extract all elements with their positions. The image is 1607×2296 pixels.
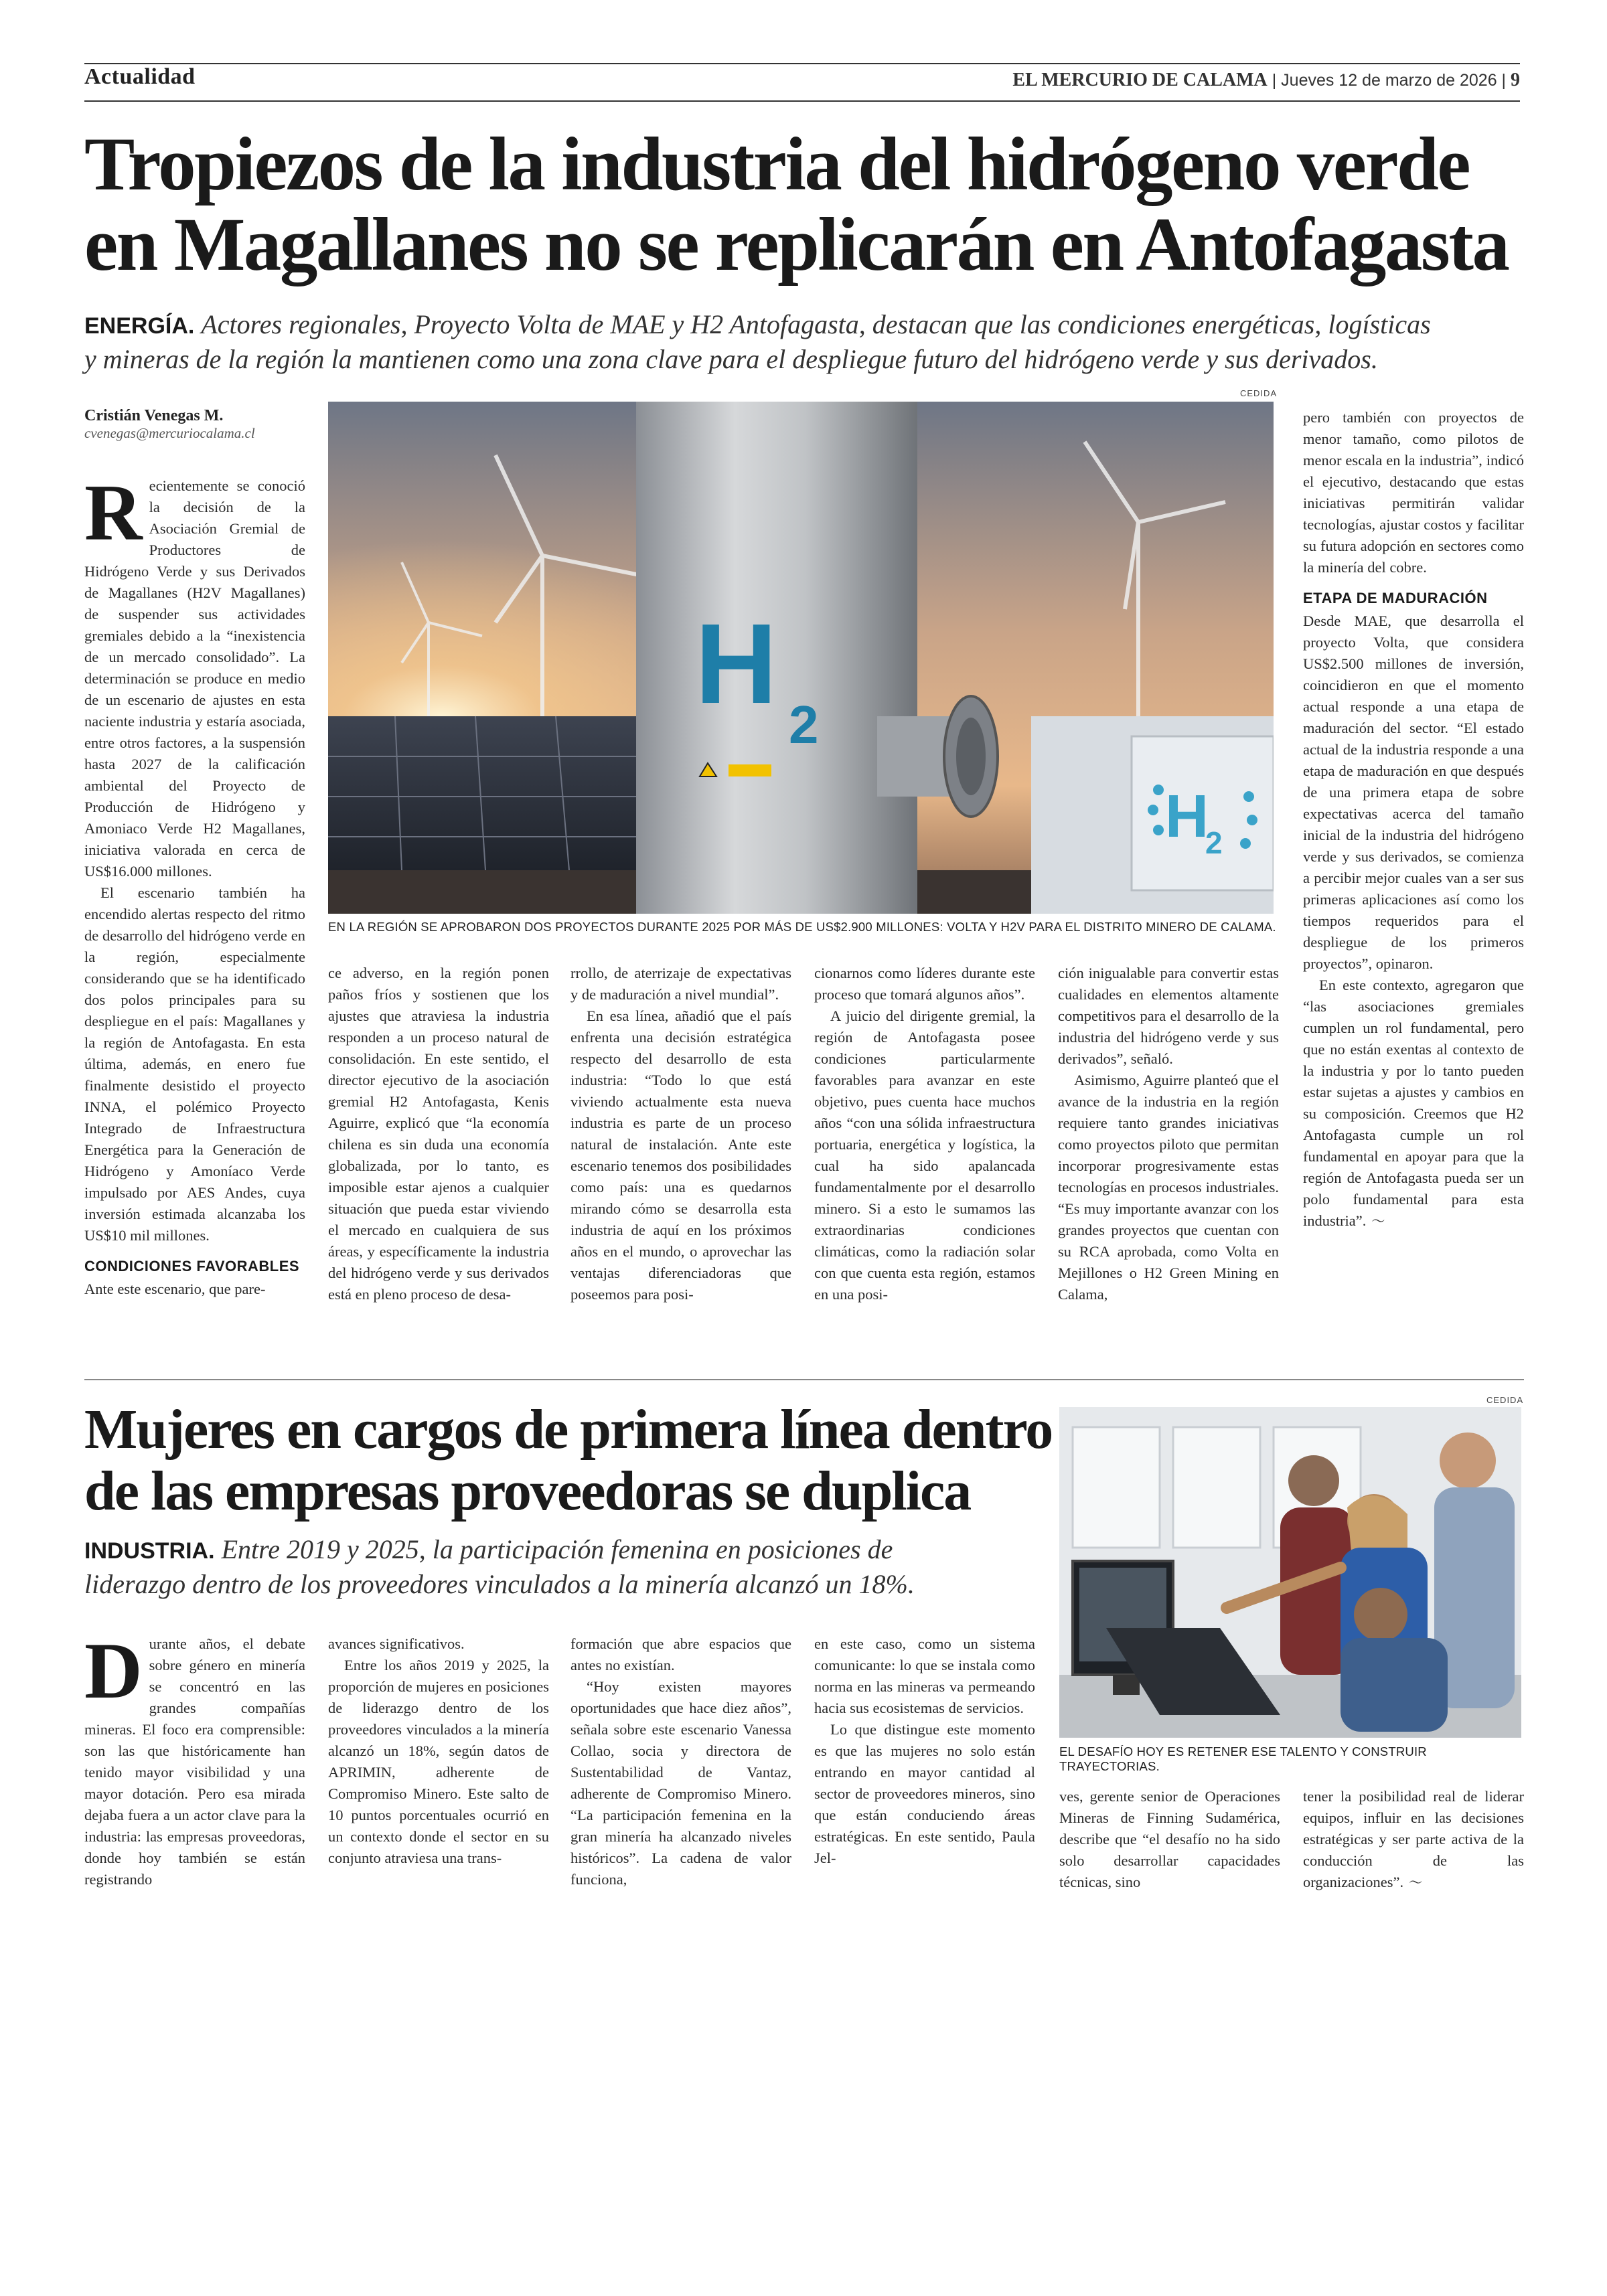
byline-block [84, 407, 312, 442]
paragraph: ce adverso, en la región ponen paños fríos y sostienen que los ajustes que atraviesa la industria responden a un proceso natural de consolidación. En este sentido, el director ejecutivo de la asociación gremial H2 Antofagasta, Kenis Aguirre, explicó que “la economía chilena es sin duda una economía globalizada, por lo tanto, es imposible estar ajenos a cualquier situación que pueda estar viviendo el mercado en cualquiera de sus áreas, y específicamente la industria del hidrógeno verde y sus derivados está en pleno proceso de desa- [328, 965, 549, 1303]
paragraph: Entre los años 2019 y 2025, la proporción de mujeres en posiciones de liderazgo dentro de los proveedores vinculados a la minería alcanzó un 18%, según datos de APRIMIN, adherente de Compromiso Minero. Este salto de 10 puntos porcentuales ocurrió en un contexto donde el sector en su conjunto atraviesa una trans- [328, 1657, 549, 1866]
article2-column-6 [1303, 1786, 1524, 1893]
topic-tag: ENERGÍA. [84, 313, 195, 339]
h2-subscript: 2 [789, 695, 819, 754]
hydrogen-photo [328, 402, 1274, 914]
paragraph: cionarnos como líderes durante este proceso que tomará algunos años”. [814, 965, 1035, 1003]
end-mark-icon: 〜 [1409, 1874, 1423, 1890]
paragraph: urante años, el debate sobre género en minería se concentró en las grandes compañías mineras. El foco era comprensible: son las que históricamente han tenido mayor visibilidad y una mayor dotación. Pero esa mirada dejaba fuera a un actor clave para la industria: las empresas proveedoras, donde hoy también se están registrando [84, 1635, 305, 1888]
paragraph: A juicio del dirigente gremial, la región de Antofagasta posee condiciones particularmente favorables para avanzar en este objetivo, pues cuenta hace muchos años “con una sólida infraestructura portuaria, energética y logística, la cual ha sido apalancada fundamentalmente por el desarrollo minero. Si a esto le sumamos las extraordinarias condiciones climáticas, como la radiación solar con que cuenta esta región, estamos en una posi- [814, 1007, 1035, 1303]
photo-caption: EN LA REGIÓN SE APROBARON DOS PROYECTOS DURANTE 2025 POR MÁS DE US$2.900 MILLONES: VOLTA Y H2V PARA EL DISTRITO MINERO DE CALAMA. [328, 920, 1276, 934]
paragraph: En este contexto, agregaron que “las asociaciones gremiales cumplen un rol fundamental, pero que no están exentas al contexto de la industria y por lo tanto pueden estar sujetas a ajustes y cambios en su composición. Creemos que H2 Antofagasta cumple un rol fundamental en apoyar para que la región de Antofagasta pueda ser un polo fundamental para esta industria”. [1303, 977, 1524, 1229]
photo-caption: EL DESAFÍO HOY ES RETENER ESE TALENTO Y CONSTRUIR TRAYECTORIAS. [1059, 1744, 1427, 1773]
article2-column-4 [814, 1633, 1035, 1869]
tank-h2-subscript: 2 [1205, 825, 1223, 860]
dropcap: D [84, 1626, 143, 1715]
article-divider [84, 1379, 1524, 1380]
section-label: Actualidad [84, 64, 196, 89]
top-rule [84, 63, 1520, 64]
end-mark-icon: 〜 [1371, 1213, 1385, 1229]
h2-label: H [695, 600, 777, 728]
article2-dek [84, 1533, 1035, 1601]
dek-line: Entre 2019 y 2025, la participación femenina en posiciones de [221, 1534, 893, 1564]
page-number: 9 [1511, 70, 1520, 90]
paragraph: Ante este escenario, que pare- [84, 1281, 266, 1297]
article2-column-5 [1059, 1786, 1280, 1893]
dek-line: Actores regionales, Proyecto Volta de MAE y H2 Antofagasta, destacan que las condiciones energéticas, logísticas [201, 309, 1431, 339]
subhead: CONDICIONES FAVORABLES [84, 1258, 300, 1275]
paragraph: Asimismo, Aguirre planteó que el avance de la industria en la región requiere tanto grandes iniciativas como proyectos piloto que permitan incorporar progresivamente estas tecnologías en procesos industriales. “Es muy importante avanzar con los grandes proyectos que cuentan con su RCA aprobada, como Volta en Mejillones o H2 Green Mining en Calama, [1058, 1072, 1279, 1303]
paper-name: EL MERCURIO DE CALAMA [1012, 70, 1268, 90]
article2-headline [84, 1399, 1052, 1522]
article2-column-2 [328, 1633, 549, 1869]
paragraph: avances significativos. [328, 1635, 465, 1652]
paragraph: Desde MAE, que desarrolla el proyecto Volta, que considera US$2.500 millones de inversión, coincidieron en que el momento actual responde a una etapa de maduración del sector. “El estado actual de la industria responde a una etapa de maduración en que después de una primera etapa de sobre expectativas acerca del tamaño inicial de la industria del hidrógeno verde y sus derivados, se comienza a percibir mejor cuales van a ser sus primeras aplicaciones así como los tiempos requeridos para el despliegue de los primeros proyectos”, opinaron. [1303, 612, 1524, 972]
headline-line: Mujeres en cargos de primera línea dentro [84, 1398, 1053, 1461]
article1-column-6 [1303, 407, 1524, 1232]
article1-column-2 [328, 963, 549, 1305]
paragraph: rrollo, de aterrizaje de expectativas y de maduración a nivel mundial”. [570, 965, 791, 1003]
paragraph: ción inigualable para convertir estas cualidades en elementos altamente competitivos para el desarrollo de la industria del hidrógeno verde y sus derivados”, señaló. [1058, 965, 1279, 1067]
article2-column-1 [84, 1626, 305, 1890]
dropcap: R [84, 468, 143, 557]
paragraph: “Hoy existen mayores oportunidades que hace diez años”, señala sobre este escenario Vanessa Collao, socia y directora de Sustentabilidad de Vantaz, adherente de Compromiso Minero. “La participación femenina en la gran minería ha alcanzado niveles históricos”. La cadena de valor funciona, [570, 1678, 791, 1888]
tank-h2-label: H [1165, 783, 1209, 850]
topic-tag: INDUSTRIA. [84, 1538, 215, 1564]
hydrogen-photo-illustration [328, 402, 1274, 914]
masthead: EL MERCURIO DE CALAMA | Jueves 12 de marzo de 2026 | 9 [1012, 70, 1520, 90]
paragraph: En esa línea, añadió que el país enfrenta una decisión estratégica respecto del desarrollo de esta industria: “Todo lo que está viviendo actualmente esta nueva industria es parte de un proceso natural de instalación. Ante este escenario tenemos dos posibilidades como país: una es quedarnos mirando cómo se desarrolla esta industria de aquí en los próximos años en el mundo, o aprovechar las ventajas diferenciadoras que poseemos para posi- [570, 1007, 791, 1303]
headline-line: de las empresas proveedoras se duplica [84, 1460, 971, 1522]
paragraph: en este caso, como un sistema comunicante: lo que se instala como norma en las mineras va permeando hacia sus ecosistemas de servicios. [814, 1635, 1035, 1716]
office-photo [1059, 1407, 1521, 1738]
dek-line: y mineras de la región la mantienen como una zona clave para el despliegue futuro del hidrógeno verde y sus derivados. [84, 344, 1378, 374]
dek-line: liderazgo dentro de los proveedores vinculados a la minería alcanzó un 18%. [84, 1569, 915, 1599]
article2-column-3 [570, 1633, 791, 1890]
paragraph: ves, gerente senior de Operaciones Mineras de Finning Sudamérica, describe que “el desafío no ha sido solo desarrollar capacidades técnicas, sino [1059, 1788, 1280, 1890]
photo-credit: CEDIDA [1240, 388, 1278, 398]
article1-column-1 [84, 468, 305, 1300]
article1-headline [84, 122, 1509, 286]
issue-date: Jueves 12 de marzo de 2026 [1281, 71, 1497, 90]
office-photo-illustration [1059, 1407, 1521, 1738]
header-rule [84, 100, 1520, 102]
photo-credit: CEDIDA [1486, 1395, 1524, 1405]
subhead: ETAPA DE MADURACIÓN [1303, 590, 1488, 606]
headline-line: Tropiezos de la industria del hidrógeno verde [84, 122, 1470, 206]
headline-line: en Magallanes no se replicarán en Antofagasta [84, 203, 1509, 286]
article1-column-5 [1058, 963, 1279, 1305]
article1-column-3 [570, 963, 791, 1305]
paragraph: ecientemente se conoció la decisión de la Asociación Gremial de Productores de Hidrógeno Verde y sus Derivados de Magallanes (H2V Magallanes) de suspender sus actividades gremiales debido a la “inexistencia de un mercado consolidado”. La determinación se produce en medio de un escenario de ajustes en esta naciente industria y estaría asociada, entre otros factores, a la suspensión hasta 2027 de la calificación ambiental del Proyecto de Producción de Hidrógeno y Amoniaco Verde H2 Magallanes, iniciativa valorada en cerca de US$16.000 millones. [84, 477, 305, 880]
paragraph: tener la posibilidad real de liderar equipos, influir en las decisiones estratégicas y ser parte activa de la conducción de las organizaciones”. [1303, 1788, 1524, 1890]
byline: Cristián Venegas M. [84, 407, 224, 424]
paragraph: formación que abre espacios que antes no existían. [570, 1635, 791, 1673]
paragraph: Lo que distingue este momento es que las mujeres no solo están entrando en mayor cantidad al sector de proveedores mineros, sino que están conduciendo áreas estratégicas. En este sentido, Paula Jel- [814, 1721, 1035, 1866]
article1-dek [84, 308, 1524, 376]
author-email: cvenegas@mercuriocalama.cl [84, 425, 255, 441]
article1-column-4 [814, 963, 1035, 1305]
paragraph: pero también con proyectos de menor tamaño, como pilotos de menor escala en la industria”, indicó el ejecutivo, destacando que estas iniciativas permitirán validar tecnologías, ajustar costos y facilitar su futura adopción en sectores como la minería del cobre. [1303, 409, 1524, 576]
paragraph: El escenario también ha encendido alertas respecto del ritmo de desarrollo del hidrógeno verde en la región, especialmente considerando que se ha identificado dos polos principales para su despliegue en el país: Magallanes y la región de Antofagasta. En esta última, además, en enero fue finalmente desistido el proyecto INNA, el polémico Proyecto Integrado de Infraestructura Energética para la Generación de Hidrógeno y Amoníaco Verde impulsado por AES Andes, cuya inversión estimada alcanzaba los US$10 mil millones. [84, 884, 305, 1244]
